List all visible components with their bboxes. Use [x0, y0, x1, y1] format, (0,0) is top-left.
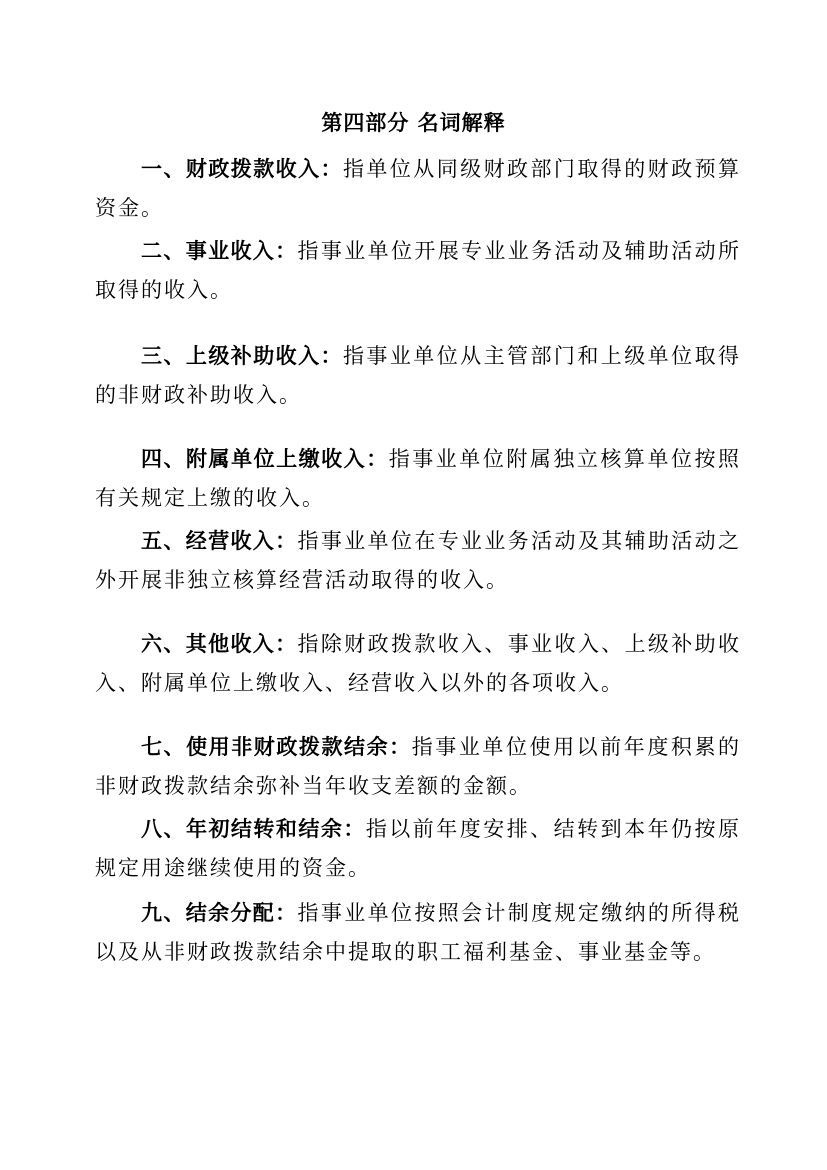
term-definition: 指事业单位开展专业业务活动及辅助活动所取得的收入。: [95, 239, 742, 302]
definition-entry: [95, 625, 741, 703]
definition-entry: [95, 337, 741, 415]
term-label: 三、上级补助收入：: [141, 344, 343, 368]
term-definition: 指除财政拨款收入、事业收入、上级补助收入、附属单位上缴收入、经营收入以外的各项收入。: [95, 632, 742, 695]
definition-entry: [95, 150, 741, 228]
definition-entry: [95, 894, 741, 972]
definition-entry: [95, 810, 741, 888]
term-definition: 指事业单位在专业业务活动及其辅助活动之外开展非独立核算经营活动取得的收入。: [95, 529, 742, 592]
term-label: 一、财政拨款收入：: [141, 157, 343, 181]
term-definition: 指事业单位按照会计制度规定缴纳的所得税以及从非财政拨款结余中提取的职工福利基金、事业基金等。: [95, 901, 742, 964]
term-label: 六、其他收入：: [141, 632, 298, 656]
term-definition: 指单位从同级财政部门取得的财政预算资金。: [95, 157, 742, 220]
definition-entry: [95, 522, 741, 600]
term-label: 五、经营收入：: [141, 529, 298, 553]
term-definition: 指事业单位使用以前年度积累的非财政拨款结余弥补当年收支差额的金额。: [95, 735, 742, 798]
term-label: 九、结余分配：: [141, 901, 298, 925]
definition-entry: [95, 232, 741, 310]
definition-entry: [95, 728, 741, 806]
term-label: 二、事业收入：: [141, 239, 298, 263]
term-label: 八、年初结转和结余：: [141, 817, 366, 841]
term-definition: 指事业单位从主管部门和上级单位取得的非财政补助收入。: [95, 344, 742, 407]
term-label: 七、使用非财政拨款结余：: [141, 735, 412, 759]
page-title: 第四部分 名词解释: [321, 111, 506, 135]
definition-entry: [95, 440, 741, 518]
term-definition: 指事业单位附属独立核算单位按照有关规定上缴的收入。: [95, 447, 742, 510]
term-definition: 指以前年度安排、结转到本年仍按原规定用途继续使用的资金。: [95, 817, 742, 880]
term-label: 四、附属单位上缴收入：: [141, 447, 389, 471]
